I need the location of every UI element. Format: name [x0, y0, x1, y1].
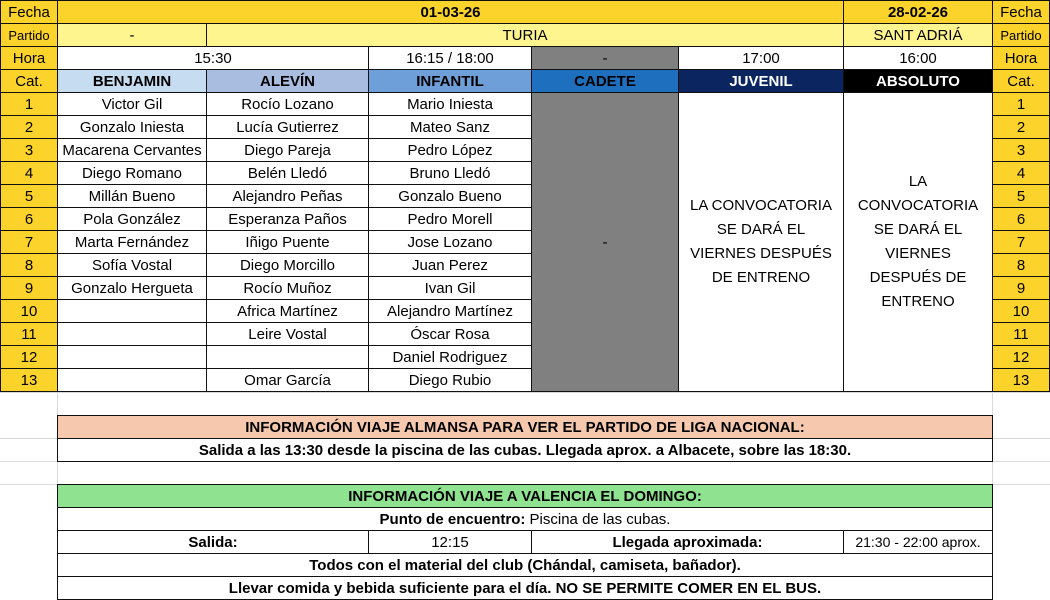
cat-number-right[interactable]: 11 [992, 322, 1050, 346]
infantil-player[interactable]: Mateo Sanz [368, 115, 532, 139]
cat-number-right[interactable]: 5 [992, 184, 1050, 208]
benjamin-player[interactable]: Millán Bueno [57, 184, 207, 208]
infantil-player[interactable]: Mario Iniesta [368, 92, 532, 116]
partido-turia[interactable]: TURIA [206, 23, 844, 47]
cat-number-right[interactable]: 10 [992, 299, 1050, 323]
benjamin-player[interactable] [57, 322, 207, 346]
benjamin-player[interactable] [57, 345, 207, 369]
alevin-player[interactable]: Diego Pareja [206, 138, 369, 162]
valencia-meeting-row[interactable] [57, 507, 993, 531]
cat-number-right[interactable]: 12 [992, 345, 1050, 369]
cat-number-right[interactable]: 6 [992, 207, 1050, 231]
header-cadete[interactable]: CADETE [531, 69, 679, 93]
cat-number-left[interactable]: 1 [0, 92, 58, 116]
alevin-player[interactable]: Iñigo Puente [206, 230, 369, 254]
hora-benjamin-alevin[interactable]: 15:30 [57, 46, 369, 70]
infantil-player[interactable]: Óscar Rosa [368, 322, 532, 346]
alevin-player[interactable]: Alejandro Peñas [206, 184, 369, 208]
benjamin-player[interactable]: Sofía Vostal [57, 253, 207, 277]
benjamin-player[interactable]: Diego Romano [57, 161, 207, 185]
benjamin-player[interactable]: Macarena Cervantes [57, 138, 207, 162]
benjamin-player[interactable]: Gonzalo Hergueta [57, 276, 207, 300]
cat-number-right[interactable]: 3 [992, 138, 1050, 162]
fecha-label-left: Fecha [0, 0, 58, 24]
partido-sant-adria[interactable]: SANT ADRIÁ [843, 23, 993, 47]
infantil-player[interactable]: Pedro López [368, 138, 532, 162]
cat-label-left: Cat. [0, 69, 58, 93]
valencia-title[interactable]: INFORMACIÓN VIAJE A VALENCIA EL DOMINGO: [57, 484, 993, 508]
cat-number-left[interactable]: 13 [0, 368, 58, 392]
llegada-value[interactable]: 21:30 - 22:00 aprox. [843, 530, 993, 554]
header-benjamin[interactable]: BENJAMIN [57, 69, 207, 93]
cadete-body[interactable]: - [531, 92, 679, 392]
benjamin-player[interactable]: Victor Gil [57, 92, 207, 116]
cat-number-left[interactable]: 10 [0, 299, 58, 323]
cat-number-left[interactable]: 5 [0, 184, 58, 208]
cat-number-left[interactable]: 8 [0, 253, 58, 277]
partido-label-right: Partido [992, 23, 1050, 47]
cat-number-right[interactable]: 1 [992, 92, 1050, 116]
salida-value[interactable]: 12:15 [368, 530, 532, 554]
benjamin-player[interactable]: Marta Fernández [57, 230, 207, 254]
infantil-player[interactable]: Daniel Rodriguez [368, 345, 532, 369]
alevin-player[interactable]: Esperanza Paños [206, 207, 369, 231]
alevin-player[interactable]: Rocío Muñoz [206, 276, 369, 300]
fecha-main[interactable]: 01-03-26 [57, 0, 844, 24]
meeting-value: Piscina de las cubas. [529, 510, 671, 528]
hora-infantil[interactable]: 16:15 / 18:00 [368, 46, 532, 70]
cat-number-right[interactable]: 13 [992, 368, 1050, 392]
benjamin-player[interactable]: Gonzalo Iniesta [57, 115, 207, 139]
benjamin-player[interactable] [57, 299, 207, 323]
comida-note[interactable]: Llevar comida y bebida suficiente para el día. NO SE PERMITE COMER EN EL BUS. [57, 576, 993, 600]
alevin-player[interactable]: Lucía Gutierrez [206, 115, 369, 139]
alevin-player[interactable] [206, 345, 369, 369]
cat-number-left[interactable]: 6 [0, 207, 58, 231]
cat-number-left[interactable]: 4 [0, 161, 58, 185]
hora-cadete[interactable]: - [531, 46, 679, 70]
infantil-player[interactable]: Ivan Gil [368, 276, 532, 300]
material-note[interactable]: Todos con el material del club (Chándal, camiseta, bañador). [57, 553, 993, 577]
meeting-label: Punto de encuentro: [379, 510, 526, 528]
almansa-detail[interactable]: Salida a las 13:30 desde la piscina de las cubas. Llegada aprox. a Albacete, sobre las 18:30. [57, 438, 993, 462]
infantil-player[interactable]: Alejandro Martínez [368, 299, 532, 323]
infantil-player[interactable]: Bruno Lledó [368, 161, 532, 185]
cat-number-left[interactable]: 11 [0, 322, 58, 346]
salida-label: Salida: [57, 530, 369, 554]
infantil-player[interactable]: Diego Rubio [368, 368, 532, 392]
cat-number-right[interactable]: 8 [992, 253, 1050, 277]
header-infantil[interactable]: INFANTIL [368, 69, 532, 93]
hora-label-left: Hora [0, 46, 58, 70]
fecha-label-right: Fecha [992, 0, 1050, 24]
almansa-title[interactable]: INFORMACIÓN VIAJE ALMANSA PARA VER EL PARTIDO DE LIGA NACIONAL: [57, 415, 993, 439]
infantil-player[interactable]: Gonzalo Bueno [368, 184, 532, 208]
alevin-player[interactable]: Omar García [206, 368, 369, 392]
alevin-player[interactable]: Africa Martínez [206, 299, 369, 323]
cat-number-right[interactable]: 7 [992, 230, 1050, 254]
header-juvenil[interactable]: JUVENIL [678, 69, 844, 93]
cat-number-right[interactable]: 2 [992, 115, 1050, 139]
hora-juvenil[interactable]: 17:00 [678, 46, 844, 70]
header-alevin[interactable]: ALEVÍN [206, 69, 369, 93]
alevin-player[interactable]: Rocío Lozano [206, 92, 369, 116]
benjamin-player[interactable]: Pola González [57, 207, 207, 231]
cat-number-left[interactable]: 3 [0, 138, 58, 162]
infantil-player[interactable]: Jose Lozano [368, 230, 532, 254]
cat-number-left[interactable]: 7 [0, 230, 58, 254]
cat-number-right[interactable]: 9 [992, 276, 1050, 300]
cat-number-right[interactable]: 4 [992, 161, 1050, 185]
hora-absoluto[interactable]: 16:00 [843, 46, 993, 70]
benjamin-player[interactable] [57, 368, 207, 392]
absoluto-body[interactable]: LA CONVOCATORIA SE DARÁ EL VIERNES DESPUÉS DE ENTRENO [843, 92, 993, 392]
llegada-label: Llegada aproximada: [531, 530, 844, 554]
fecha-second[interactable]: 28-02-26 [843, 0, 993, 24]
infantil-player[interactable]: Pedro Morell [368, 207, 532, 231]
partido-left[interactable]: - [57, 23, 207, 47]
juvenil-body[interactable]: LA CONVOCATORIA SE DARÁ EL VIERNES DESPUÉS DE ENTRENO [678, 92, 844, 392]
header-absoluto[interactable]: ABSOLUTO [843, 69, 993, 93]
cat-number-left[interactable]: 12 [0, 345, 58, 369]
cat-label-right: Cat. [992, 69, 1050, 93]
alevin-player[interactable]: Belén Lledó [206, 161, 369, 185]
hora-label-right: Hora [992, 46, 1050, 70]
alevin-player[interactable]: Diego Morcillo [206, 253, 369, 277]
partido-label-left: Partido [0, 23, 58, 47]
alevin-player[interactable]: Leire Vostal [206, 322, 369, 346]
cat-number-left[interactable]: 9 [0, 276, 58, 300]
cat-number-left[interactable]: 2 [0, 115, 58, 139]
infantil-player[interactable]: Juan Perez [368, 253, 532, 277]
